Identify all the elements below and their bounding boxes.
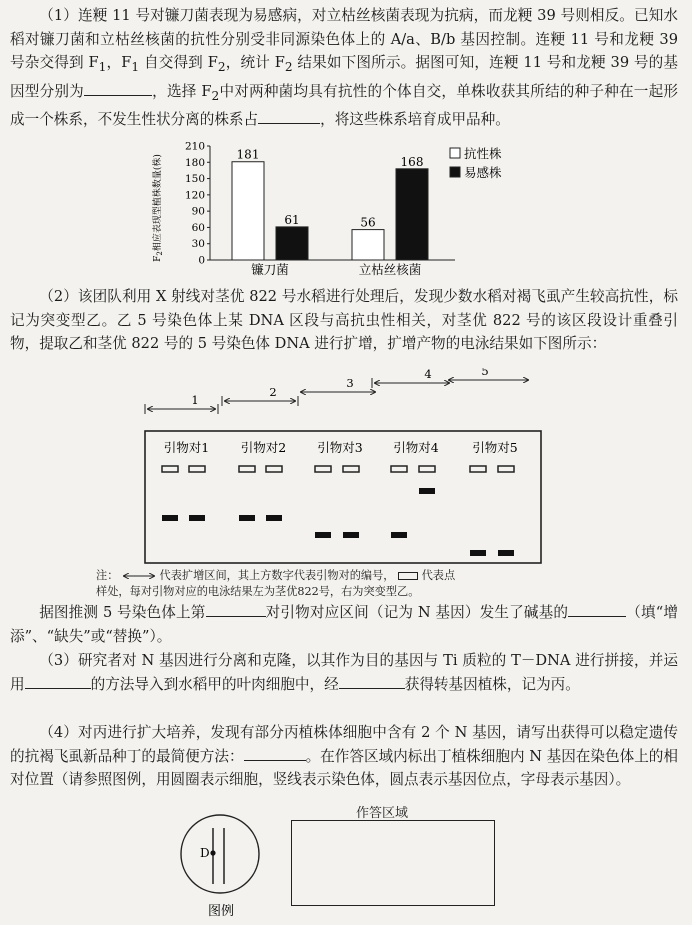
- sample-well: [315, 466, 331, 472]
- x-category-label: 镰刀菌: [251, 262, 289, 277]
- answer-blank-transfer-method[interactable]: [25, 673, 91, 689]
- dna-band: [470, 550, 486, 556]
- bar-value-label: 56: [360, 215, 376, 230]
- question-2-text: （2）该团队利用 X 射线对茎优 822 号水稻进行处理后，发现少数水稻对褐飞虱产生较高抗性，标记为突变型乙。乙 5 号染色体上某 DNA 区段与高抗虫性相关，对茎优 822 号的该区段设计重叠引物，提取乙和茎优 822 号的 5 号染色体 DNA 进行扩增，扩增产物的电泳结果如下图所示：: [10, 288, 678, 353]
- sample-well: [343, 466, 359, 472]
- answer-blank-mutation-type[interactable]: [568, 601, 626, 617]
- primer-pair-label: 引物对4: [393, 440, 439, 455]
- bar: [352, 230, 384, 260]
- answer-area-box[interactable]: [291, 820, 495, 906]
- dna-band: [343, 532, 359, 538]
- y-axis-label-sub: 2: [156, 251, 164, 256]
- gene-locus-dot: [210, 850, 215, 855]
- sample-well-icon: [398, 572, 418, 580]
- bar-value-label: 168: [400, 154, 424, 169]
- sample-well: [470, 466, 486, 472]
- range-number-label: 2: [269, 385, 277, 399]
- legend-cell-diagram: [180, 808, 260, 920]
- dna-band: [162, 515, 178, 521]
- legend-swatch: [450, 148, 460, 158]
- y-tick-label: 0: [198, 254, 205, 267]
- legend-caption: 图例: [208, 904, 235, 919]
- primer-pair-label: 引物对3: [317, 440, 363, 455]
- y-tick-label: 180: [184, 156, 205, 169]
- sample-well: [162, 466, 178, 472]
- primer-pair-label: 引物对5: [472, 440, 518, 455]
- range-number-label: 3: [346, 376, 354, 390]
- sample-well: [419, 466, 435, 472]
- x-category-label: 立枯丝核菌: [358, 262, 422, 277]
- range-number-label: 4: [424, 368, 432, 381]
- y-tick-label: 90: [191, 205, 205, 218]
- sample-well: [391, 466, 407, 472]
- answer-blank-primer-pair[interactable]: [206, 601, 266, 617]
- answer-blank-culture-method[interactable]: [339, 673, 405, 689]
- sample-well: [498, 466, 514, 472]
- primer-pair-label: 引物对1: [163, 440, 210, 455]
- answer-blank-ratio[interactable]: [258, 108, 320, 124]
- question-4-text: （4）对丙进行扩大培养，发现有部分丙植株体细胞中含有 2 个 N 基因，请写出获得可以稳定遗传的抗褐飞虱新品种丁的最简便方法： 。在作答区域内标出丁植株细胞内 N 基因在染色体上的相对位置（请参照图例，用圆圈表示细胞，竖线表示染色体，圆点表示基因位点，字母表示基因）。: [10, 724, 678, 789]
- y-axis-label-main: F: [153, 255, 163, 262]
- bar: [232, 162, 264, 260]
- y-tick-label: 120: [184, 189, 205, 202]
- answer-blank-genotypes[interactable]: [84, 80, 152, 96]
- y-axis-label: [151, 154, 164, 262]
- answer-area-title: 作答区域: [356, 806, 409, 821]
- bar-value-label: 181: [236, 147, 260, 162]
- question-3-text: （3）研究者对 N 基因进行分离和克隆，以其作为目的基因与 Ti 质粒的 T－DNA 进行拼接，并运用 的方法导入到水稻甲的叶肉细胞中，经 获得转基因植株，记为丙。: [10, 652, 678, 693]
- bar-value-label: 61: [284, 212, 300, 227]
- dna-band: [498, 550, 514, 556]
- legend-label: 抗性株: [464, 146, 502, 161]
- range-number-label: 1: [191, 393, 199, 407]
- dna-band: [266, 515, 282, 521]
- y-tick-label: 210: [184, 140, 205, 153]
- y-axis-label-rest: 相应表现型植株数量(株): [153, 154, 163, 252]
- y-tick-label: 150: [184, 173, 205, 186]
- dna-band: [315, 532, 331, 538]
- gel-note: 注： 代表扩增区间，其上方数字代表引物对的编号， 代表点 样处，每对引物对应的电泳结果左为茎优822号，右为突变型乙。: [96, 569, 456, 598]
- gene-label: D: [200, 846, 210, 860]
- cell-circle: [181, 815, 259, 893]
- question-2-answer: 据图推测 5 号染色体上第 对引物对应区间（记为 N 基因）发生了碱基的 （填“增添”、“缺失”或“替换”）。: [10, 601, 678, 648]
- question-1-text: （1）连粳 11 号对镰刀菌表现为易感病，对立枯丝核菌表现为抗病，而龙粳 39 号则相反。已知水稻对镰刀菌和立枯丝核菌的抗性分别受非同源染色体上的 A/a、B/b 基因控制。连粳 11 号和龙粳 39 号杂交得到 $F_1$，$F_1$ 自交得到 $F_2$，统计 $F_2$ 结果如下图所示。据图可知，连粳 11 号和龙粳 39 号的基因型分别为 ，选择 $F_2$中对两种菌均具有抗性的个体自交，单株收获其所结的种子种在一起形成一个株系，不发生性状分离的株系占 ，将这些株系培育成甲品种。: [10, 7, 679, 129]
- sample-well: [266, 466, 282, 472]
- dna-band: [391, 532, 407, 538]
- y-tick-label: 60: [191, 221, 205, 234]
- sample-well: [239, 466, 255, 472]
- sample-well: [189, 466, 205, 472]
- legend-swatch: [450, 167, 460, 177]
- gel-electrophoresis-diagram: [140, 368, 550, 568]
- dna-band: [239, 515, 255, 521]
- dna-band: [189, 515, 205, 521]
- dna-band: [419, 488, 435, 494]
- primer-pair-label: 引物对2: [240, 440, 287, 455]
- legend-label: 易感株: [464, 165, 502, 180]
- range-number-label: 5: [481, 368, 489, 378]
- y-tick-label: 30: [191, 238, 205, 251]
- bar-chart: [150, 140, 550, 280]
- range-arrow-icon: [122, 571, 156, 581]
- bar: [396, 169, 428, 260]
- bar: [276, 227, 308, 260]
- answer-blank-breeding-method[interactable]: [244, 745, 306, 761]
